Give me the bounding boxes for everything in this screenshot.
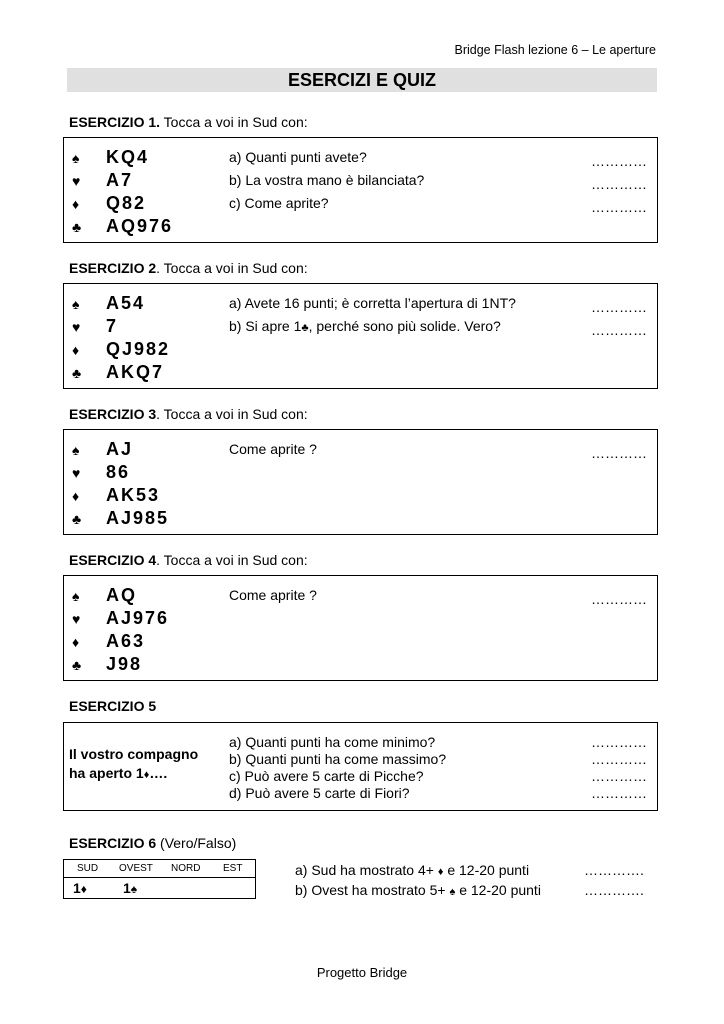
page-title: ESERCIZI E QUIZ [67,68,657,92]
answer-blank: …………. [584,862,644,878]
question: Come aprite ? [229,587,317,603]
heart-icon: ♥ [72,464,81,481]
exercise-5-questions [229,734,446,802]
diamond-cards: A63 [106,631,146,651]
club-cards: AKQ7 [106,362,165,382]
diamond-icon: ♦ [437,866,444,878]
diamond-icon: ♦ [72,195,80,212]
exercise-6-questions [295,860,541,900]
exercise-1-questions [229,146,424,215]
spade-icon: ♠ [72,587,80,604]
exercise-6-label: ESERCIZIO 6 (Vero/Falso) [69,835,237,851]
answer-blank: ………… [591,751,647,767]
exercise-2-hand [70,292,170,384]
bid-ovest: 1♠ [123,880,138,896]
exercise-3-answers [591,442,647,465]
spade-icon: ♠ [130,882,138,896]
bidding-table [63,859,256,899]
exercise-2-answers [591,296,647,342]
spade-icon: ♠ [72,149,80,166]
answer-blank: ………… [591,734,647,750]
answer-blank: ………… [591,322,647,338]
exercise-5-label: ESERCIZIO 5 [69,698,157,714]
bid-sud: 1♦ [73,880,87,896]
exercise-2-label: ESERCIZIO 2. Tocca a voi in Sud con: [69,260,308,276]
heart-cards: 7 [106,316,119,336]
bid-header-nord: NORD [171,863,201,874]
exercise-4-hand [70,584,169,676]
bid-header-sud: SUD [77,863,99,874]
diamond-cards: AK53 [106,485,161,505]
question: Come aprite ? [229,441,317,457]
spade-icon: ♠ [72,441,80,458]
diamond-cards: QJ982 [106,339,171,359]
spade-cards: AJ [106,439,134,459]
answer-blank: ………… [591,199,647,215]
club-cards: AQ976 [106,216,174,236]
question: b) La vostra mano è bilanciata? [229,172,425,188]
question: c) Come aprite? [229,195,329,211]
exercise-3-label: ESERCIZIO 3. Tocca a voi in Sud con: [69,406,308,422]
question: b) Ovest ha mostrato 5+ ♠ e 12-20 punti [295,882,541,898]
diamond-cards: Q82 [106,193,147,213]
exercise-3-box [63,429,658,535]
question: a) Sud ha mostrato 4+ ♦ e 12-20 punti [295,862,530,878]
question: a) Quanti punti ha come minimo? [229,734,436,750]
diamond-icon: ♦ [143,769,150,781]
answer-blank: ………… [591,153,647,169]
answer-blank: ………… [591,768,647,784]
spade-cards: AQ [106,585,137,605]
spade-icon: ♠ [449,886,456,898]
answer-blank: …………. [584,882,644,898]
exercise-4-answers [591,588,647,611]
exercise-5-box [63,722,658,811]
question: b) Si apre 1♣, perché sono più solide. Vero? [229,318,501,334]
bid-header-ovest: OVEST [119,863,153,874]
club-cards: AJ985 [106,508,170,528]
bidding-header [64,860,255,878]
question: a) Quanti punti avete? [229,149,367,165]
bid-header-est: EST [223,863,243,874]
spade-icon: ♠ [72,295,80,312]
exercise-4-box [63,575,658,681]
heart-icon: ♥ [72,318,81,335]
question: c) Può avere 5 carte di Picche? [229,768,424,784]
club-icon: ♣ [72,364,82,381]
club-icon: ♣ [72,510,82,527]
exercise-4-questions [229,584,317,607]
diamond-icon: ♦ [80,882,87,896]
question: a) Avete 16 punti; è corretta l’apertura di 1NT? [229,295,516,311]
bidding-values [64,878,255,899]
heart-cards: AJ976 [106,608,170,628]
exercise-1-label: ESERCIZIO 1. Tocca a voi in Sud con: [69,114,308,130]
answer-blank: ………… [591,445,647,461]
exercise-1-hand [70,146,173,238]
exercise-3-questions [229,438,317,461]
exercise-3-hand [70,438,169,530]
page-footer: Progetto Bridge [316,965,408,980]
answer-blank: ………… [591,176,647,192]
diamond-icon: ♦ [72,633,80,650]
exercise-1-answers [591,150,647,219]
page-header: Bridge Flash lezione 6 – Le aperture [454,43,656,57]
exercise-2-box [63,283,658,389]
heart-cards: A7 [106,170,134,190]
club-icon: ♣ [72,656,82,673]
heart-cards: 86 [106,462,131,482]
exercise-5-answers [591,734,647,802]
answer-blank: ………… [591,299,647,315]
heart-icon: ♥ [72,172,81,189]
answer-blank: ………… [591,591,647,607]
club-cards: J98 [106,654,143,674]
question: b) Quanti punti ha come massimo? [229,751,447,767]
club-icon: ♣ [301,322,309,334]
diamond-icon: ♦ [72,341,80,358]
exercise-4-label: ESERCIZIO 4. Tocca a voi in Sud con: [69,552,308,568]
club-icon: ♣ [72,218,82,235]
diamond-icon: ♦ [72,487,80,504]
question: d) Può avere 5 carte di Fiori? [229,785,410,801]
spade-cards: A54 [106,293,146,313]
exercise-1-box [63,137,658,243]
exercise-5-prompt: Il vostro compagno ha aperto 1♦…. [69,746,199,781]
exercise-6-answers [584,860,644,900]
heart-icon: ♥ [72,610,81,627]
spade-cards: KQ4 [106,147,150,167]
answer-blank: ………… [591,785,647,801]
exercise-2-questions [229,292,516,338]
